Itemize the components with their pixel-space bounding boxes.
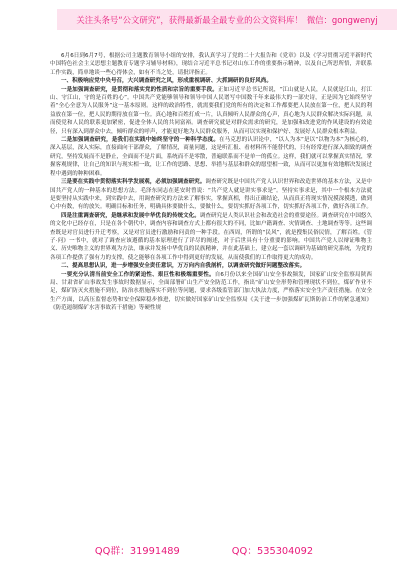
section-heading-1: 一、积极响应党中央号召，大兴调查研究之风，形成重视调研、大抓调研的良好风尚。 [61, 78, 272, 85]
paragraph-point-2 [50, 136, 372, 178]
point-5-text: 自6月份以来全国矿山安全事故频发，国家矿山安全监察局陕西局、甘肃省矿山事故发生事故时数据显示，全面部署矿山生产安全防范工作，指出“矿山安全形势和管理现状不到位，煤矿作业不足，煤矿防灭火措施不到位，防治水措施落实不到位等问题，要求各级监管部门加大执法力度，严格落实安全生产责任措施。在安全生产方面，以高压监督态势和安全保障稳步推进，切实做好国家矿山安全监察局《关于进一步加强煤矿瓦斯防治工作的紧急通知》《防范遏制煤矿水害事故若干措施》等硬性规 [50, 271, 372, 312]
paragraph-point-4 [50, 212, 372, 262]
point-2-text: 在马克思的认识论中，“以人为本”是以“以物为本”为核心的，深入基层，深入实际，直接面向干部群众，了解情况，商量问题，这是听汇报、看材料所不能替代的，只有经常进行深入细致的调查研究，坚持发展而不是静止，全面而不是片面，系统而不是零散，普遍联系而不是单一的孤立。这样，我们就可以掌握真实情况，掌握客观规律，让自己的知识与现实相一致，让工作的思路、思想、举措与基层和群众的愿望相一致，从而可以更加有效地解决发展过程中遇到的种种困难。 [50, 137, 372, 177]
paragraph-point-1 [50, 86, 372, 136]
point-1-heading: 一是加强调查研究，是贯彻和落实党的性质和宗旨的重要手段。 [61, 86, 218, 93]
point-5-heading: 一要充分认清当前安全工作的紧迫性、艰巨性和极端重要性。 [61, 271, 215, 278]
point-1-text: 正如习近平总书记所说，“江山就是人民，人民就是江山，打江山、守江山，守的是百姓的心”。中国共产党能够领导和领导中国人民谱写中国数千年来最伟大的一部史诗，正是因为它始终坚守着“全心全意为人民服务”这一基本原则。这样的政治特性，就需要我们党的所有的决定和工作都要把人民放在第一位，把人民的利益放在第一位，把人民的期待放在第一位。真心地和百姓打成一片，认真倾听人民群众的心声，真心地为人民群众解决实际问题，从而使党和人民的联系更加紧密，促进全体人民的共同富裕。调查研究就是对群众需求的研究，是加强和改进党的作风建设的有效途径，只有深入到群众中去，倾听群众的呼声，才能更好地为人民群众服务，从而可以实现和保护好、发展好人民群众根本利益。 [50, 86, 372, 135]
section-heading-2: 二、提高思想认识，进一步增强安全责任意识，万万向内自我剖析，以调查研究做好问题整改落实。 [61, 263, 306, 270]
point-4-text: 调查研究是人类认识社会和改造社会的重要途径。调查研究在中国悠久的文化中已经存在，只是在各个朝代中，调查内容和调查方式上都有很大的不同，比如户籍调查、灾情调查、土地调查等等。这些调查既是对官员进行升迁考察，又是对官员进行激励和问责的一种手段。在西周，所谓的“民风”，就是搜集民俗民情，了解百姓。《管子·问》一书中，就对了调查应该遵循的基本原理进行了详尽的阐述，对于后世具有十分重要的影响。中国共产党人以辩证唯物主义、历史唯物主义的世界观为方法，继承并发扬中华优良的民族精神，并在此基础上，建立起一套以调研为基础的研究系统，为党的各项工作提供了强有力的支撑，使之能够在各项工作中得到更好的发展，从而使我们的工作取得更大的成功。 [50, 212, 372, 261]
point-3-text: 调查研究既是中国共产党人认识世界和改造世界的基本方法，又是中国共产党人的一种基本的思想方法。毛泽东同志在延安时曾说：“共产党人就是讲实事求是”。坚持实事求是，其中一个根本方法就是要坚持从实践中来，到实践中去，用调查研究的方法来了解事实，掌握真相，得出正确结论，从而真正将现实情况摸深摸透，做到心中有数，有的放矢。明确目标和任务，明确具体要做什么，要做什么，要切实抓好各项工作，切实抓好各项工作，做好各项工作。 [50, 179, 372, 211]
paragraph-point-3 [50, 178, 372, 212]
point-4-heading: 四是注重调查研究，是继承和发展中华优良的传统文化。 [61, 212, 200, 219]
qq-group-number: QQ群：31991489 [94, 546, 180, 557]
paragraph-intro: 6月6日到6月7号，根据公司主题教育领导小组的安排，我认真学习了党的二十大报告和《党章》以及《学习贯彻习近平新时代中国特色社会主义思想主题教育专题学习辅导材料》，现结合习近平总书记对山东工作的重要指示精神，以及自己所思所悟，并联系工作实践，简单地谈一些心得体会，如有不当之处，请批评指正。 [50, 53, 372, 76]
qq-number: QQ：535304092 [231, 546, 314, 557]
contact-footer [0, 542, 408, 558]
promo-banner[interactable] [57, 9, 397, 30]
point-2-heading: 二是加强调查研究，是我们在实践中始终坚守的一种科学态度。 [61, 137, 220, 144]
promo-banner-wechat: 微信：gongwenyj [306, 14, 378, 25]
paragraph-point-5 [50, 271, 372, 313]
promo-banner-text: 关注头条号“公文研究”，获得最新最全最专业的公文资料库！ [76, 14, 303, 25]
point-3-heading: 三是要在实践中贯彻落实科学发展观，必须加强调查研究。 [61, 179, 206, 186]
document-body [50, 52, 372, 313]
